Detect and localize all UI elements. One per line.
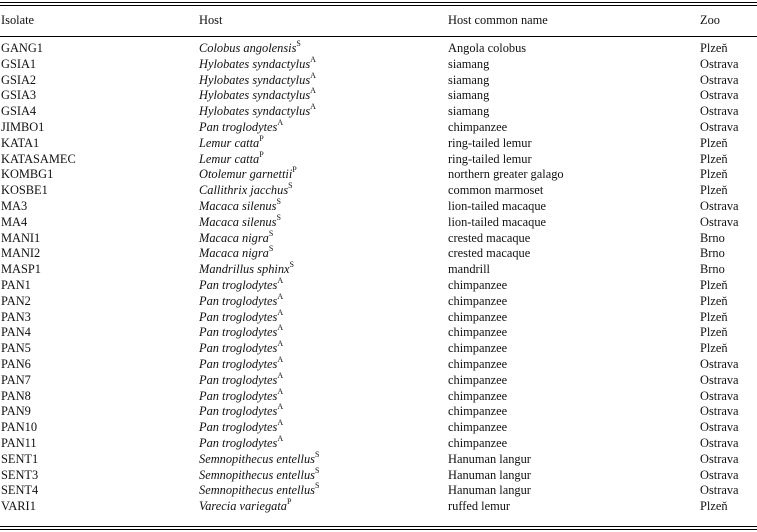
host-common-name-cell: siamang (448, 104, 490, 119)
table-row (0, 104, 757, 120)
zoo-cell: Ostrava (700, 198, 739, 213)
host-cell (199, 133, 448, 152)
host-superscript: A (277, 275, 284, 285)
host-superscript: P (259, 133, 264, 143)
zoo-cell: Ostrava (700, 388, 739, 403)
host-cell (199, 465, 448, 484)
isolate-cell: KOSBE1 (1, 183, 48, 198)
isolate-cell: PAN5 (1, 341, 31, 356)
host-common-name-cell: siamang (448, 72, 490, 87)
host-species-name: Hylobates syndactylus (199, 88, 311, 103)
host-superscript: S (276, 212, 281, 222)
zoo-cell: Ostrava (700, 88, 739, 103)
host-species-name: Callithrix jacchus (199, 183, 289, 198)
table-row (0, 468, 757, 484)
table-row (0, 73, 757, 89)
isolate-cell: PAN7 (1, 372, 31, 387)
host-species-name: Semnopithecus entellus (199, 451, 315, 466)
host-cell (199, 262, 448, 278)
host-superscript: A (277, 386, 284, 396)
table-row (0, 35, 757, 57)
zoo-cell: Ostrava (700, 104, 739, 119)
host-common-name-cell: chimpanzee (448, 341, 508, 356)
isolate-cell: JIMBO1 (1, 119, 45, 134)
host-common-name-cell: chimpanzee (448, 404, 508, 419)
host-superscript: A (277, 418, 284, 428)
header-host: Host (199, 13, 223, 28)
table-row (0, 325, 757, 341)
data-table (0, 7, 757, 515)
table-row (0, 452, 757, 468)
zoo-cell: Plzeň (700, 325, 728, 340)
host-common-name-cell: northern greater galago (448, 167, 564, 182)
zoo-cell: Plzeň (700, 341, 728, 356)
zoo-cell: Ostrava (700, 467, 739, 482)
zoo-cell: Plzeň (700, 135, 728, 150)
host-cell (199, 104, 448, 120)
host-common-name-cell: chimpanzee (448, 372, 508, 387)
table-row (0, 341, 757, 357)
zoo-cell: Ostrava (700, 420, 739, 435)
host-species-name: Pan troglodytes (199, 119, 278, 134)
isolate-cell: PAN8 (1, 388, 31, 403)
host-cell (199, 167, 448, 183)
table-row (0, 136, 757, 152)
table-body (0, 35, 757, 515)
host-common-name-cell: chimpanzee (448, 119, 508, 134)
isolate-cell: PAN11 (1, 435, 37, 450)
host-superscript: A (310, 86, 316, 96)
host-cell (199, 404, 448, 420)
host-species-name: Pan troglodytes (199, 372, 278, 387)
host-superscript: S (268, 228, 274, 238)
isolate-cell: GSIA3 (1, 88, 37, 103)
zoo-cell: Ostrava (700, 214, 739, 229)
host-superscript: A (277, 291, 284, 301)
host-cell (199, 70, 448, 89)
host-species-name: Macaca silenus (199, 214, 277, 229)
host-species-name: Pan troglodytes (199, 293, 278, 308)
isolate-cell: VARI1 (1, 499, 36, 514)
host-cell (199, 370, 448, 389)
host-common-name-cell: Angola colobus (448, 41, 527, 55)
host-species-name: Semnopithecus entellus (199, 467, 315, 482)
host-species-name: Hylobates syndactylus (199, 56, 311, 71)
isolate-cell: PAN2 (1, 293, 31, 308)
host-cell (199, 88, 448, 104)
isolate-cell: GSIA1 (1, 56, 37, 71)
table-row (0, 262, 757, 278)
table-row (0, 231, 757, 247)
host-species-name: Macaca nigra (199, 246, 269, 261)
host-cell (199, 433, 448, 452)
host-common-name-cell: ring-tailed lemur (448, 135, 532, 150)
host-cell (199, 325, 448, 341)
host-cell (199, 449, 448, 468)
header-row (0, 7, 757, 35)
table-row (0, 183, 757, 199)
host-common-name-cell: Hanuman langur (448, 483, 531, 498)
table-row (0, 499, 757, 515)
isolate-cell: MANI1 (1, 230, 41, 245)
host-common-name-cell: Hanuman langur (448, 451, 531, 466)
host-species-name: Macaca silenus (199, 198, 277, 213)
table-row (0, 404, 757, 420)
header-isolate: Isolate (1, 13, 35, 28)
host-cell (199, 386, 448, 405)
isolate-cell: SENT3 (1, 467, 39, 482)
host-common-name-cell: lion-tailed macaque (448, 198, 547, 213)
host-common-name-cell: chimpanzee (448, 325, 508, 340)
host-common-name-cell: common marmoset (448, 183, 544, 198)
isolate-cell: PAN6 (1, 356, 31, 371)
host-common-name-cell: chimpanzee (448, 435, 508, 450)
host-species-name: Pan troglodytes (199, 356, 278, 371)
host-superscript: P (292, 165, 297, 175)
host-superscript: S (296, 39, 301, 48)
table-row (0, 357, 757, 373)
isolate-cell: PAN9 (1, 404, 31, 419)
zoo-cell: Ostrava (700, 483, 739, 498)
host-superscript: S (314, 481, 320, 491)
zoo-cell: Ostrava (700, 356, 739, 371)
host-common-name-cell: chimpanzee (448, 356, 508, 371)
isolate-cell: MA3 (1, 198, 28, 213)
table-row (0, 120, 757, 136)
host-species-name: Pan troglodytes (199, 341, 278, 356)
host-common-name-cell: chimpanzee (448, 277, 508, 292)
host-species-name: Lemur catta (199, 135, 260, 150)
table-row (0, 167, 757, 183)
table-row (0, 199, 757, 215)
host-superscript: A (310, 102, 316, 112)
zoo-cell: Ostrava (700, 435, 739, 450)
host-species-name: Pan troglodytes (199, 404, 278, 419)
zoo-cell: Ostrava (700, 372, 739, 387)
host-superscript: S (268, 244, 274, 254)
host-superscript: A (310, 70, 316, 80)
host-common-name-cell: Hanuman langur (448, 467, 531, 482)
host-common-name-cell: chimpanzee (448, 293, 508, 308)
host-cell (199, 291, 448, 310)
host-superscript: A (277, 354, 284, 364)
host-species-name: Pan troglodytes (199, 277, 278, 292)
isolate-cell: KOMBG1 (1, 167, 54, 182)
host-cell (199, 246, 448, 262)
host-superscript: A (277, 307, 284, 317)
host-cell (199, 499, 448, 515)
zoo-cell: Plzeň (700, 167, 728, 182)
host-superscript: A (277, 370, 284, 380)
host-cell (199, 341, 448, 357)
host-superscript: A (277, 402, 284, 412)
host-superscript: S (276, 196, 281, 206)
host-cell (199, 228, 448, 247)
zoo-cell: Plzeň (700, 183, 728, 198)
host-common-name-cell: crested macaque (448, 246, 531, 261)
host-species-name: Varecia variegata (199, 499, 287, 514)
table-row (0, 310, 757, 326)
bottom-rule (0, 526, 757, 527)
host-species-name: Pan troglodytes (199, 420, 278, 435)
host-cell (199, 420, 448, 436)
isolate-cell: SENT4 (1, 483, 39, 498)
host-common-name-cell: mandrill (448, 262, 490, 277)
host-species-name: Lemur catta (199, 151, 260, 166)
isolate-cell: MASP1 (1, 262, 41, 277)
isolate-cell: MA4 (1, 214, 28, 229)
host-species-name: Semnopithecus entellus (199, 483, 315, 498)
host-common-name-cell: ruffed lemur (448, 499, 511, 514)
host-superscript: S (288, 181, 293, 191)
host-species-name: Pan troglodytes (199, 309, 278, 324)
table-row (0, 57, 757, 73)
isolate-cell: MANI2 (1, 246, 41, 261)
host-species-name: Colobus angolensis (199, 41, 297, 55)
isolate-cell: GANG1 (1, 41, 43, 55)
host-species-name: Pan troglodytes (199, 435, 278, 450)
host-cell (199, 149, 448, 168)
table-row (0, 420, 757, 436)
zoo-cell: Plzeň (700, 309, 728, 324)
zoo-cell: Brno (700, 262, 725, 277)
table-row (0, 436, 757, 452)
top-rule-double (0, 5, 757, 6)
host-species-name: Mandrillus sphinx (199, 262, 290, 277)
host-superscript: A (277, 117, 284, 127)
zoo-cell: Brno (700, 230, 725, 245)
host-common-name-cell: crested macaque (448, 230, 531, 245)
table-row (0, 215, 757, 231)
host-cell (199, 35, 448, 57)
host-species-name: Pan troglodytes (199, 325, 278, 340)
isolate-cell: PAN3 (1, 309, 31, 324)
zoo-cell: Plzeň (700, 41, 728, 55)
isolate-cell: PAN1 (1, 277, 31, 292)
host-superscript: S (314, 465, 320, 475)
table-row (0, 152, 757, 168)
isolate-cell: GSIA2 (1, 72, 37, 87)
table-row (0, 373, 757, 389)
host-cell (199, 196, 448, 215)
host-cell (199, 183, 448, 199)
zoo-cell: Ostrava (700, 451, 739, 466)
host-species-name: Macaca nigra (199, 230, 269, 245)
zoo-cell: Plzeň (700, 293, 728, 308)
host-superscript: S (314, 449, 320, 459)
host-species-name: Hylobates syndactylus (199, 104, 311, 119)
host-common-name-cell: ring-tailed lemur (448, 151, 532, 166)
host-superscript: S (289, 260, 294, 270)
host-cell (199, 275, 448, 294)
zoo-cell: Plzeň (700, 151, 728, 166)
isolate-cell: PAN4 (1, 325, 31, 340)
host-cell (199, 54, 448, 73)
table-row (0, 278, 757, 294)
host-superscript: P (259, 149, 264, 159)
zoo-cell: Brno (700, 246, 725, 261)
zoo-cell: Ostrava (700, 404, 739, 419)
host-common-name-cell: chimpanzee (448, 388, 508, 403)
host-cell (199, 117, 448, 136)
table-row (0, 294, 757, 310)
isolate-cell: KATA1 (1, 135, 40, 150)
header-zoo: Zoo (700, 13, 720, 28)
host-species-name: Pan troglodytes (199, 388, 278, 403)
table-row (0, 88, 757, 104)
host-cell (199, 212, 448, 231)
host-species-name: Hylobates syndactylus (199, 72, 311, 87)
host-superscript: A (277, 323, 284, 333)
zoo-cell: Ostrava (700, 56, 739, 71)
host-superscript: A (310, 54, 316, 64)
isolate-cell: PAN10 (1, 420, 38, 435)
host-species-name: Otolemur garnettii (199, 167, 293, 182)
header-host-common-name: Host common name (448, 13, 548, 28)
table-row (0, 246, 757, 262)
host-common-name-cell: chimpanzee (448, 420, 508, 435)
table-row (0, 389, 757, 405)
host-cell (199, 354, 448, 373)
zoo-cell: Ostrava (700, 72, 739, 87)
host-cell (199, 307, 448, 326)
host-common-name-cell: lion-tailed macaque (448, 214, 547, 229)
isolate-cell: KATASAMEC (1, 151, 76, 166)
host-common-name-cell: chimpanzee (448, 309, 508, 324)
host-cell (199, 483, 448, 499)
zoo-cell: Plzeň (700, 499, 728, 514)
host-superscript: A (277, 339, 284, 349)
host-superscript: P (286, 497, 292, 507)
isolate-cell: GSIA4 (1, 104, 37, 119)
zoo-cell: Ostrava (700, 119, 739, 134)
isolate-cell: SENT1 (1, 451, 39, 466)
zoo-cell: Plzeň (700, 277, 728, 292)
top-rule (0, 2, 757, 3)
host-common-name-cell: siamang (448, 56, 490, 71)
bottom-rule-double (0, 529, 757, 530)
host-superscript: A (277, 433, 284, 443)
table-row (0, 483, 757, 499)
host-common-name-cell: siamang (448, 88, 490, 103)
